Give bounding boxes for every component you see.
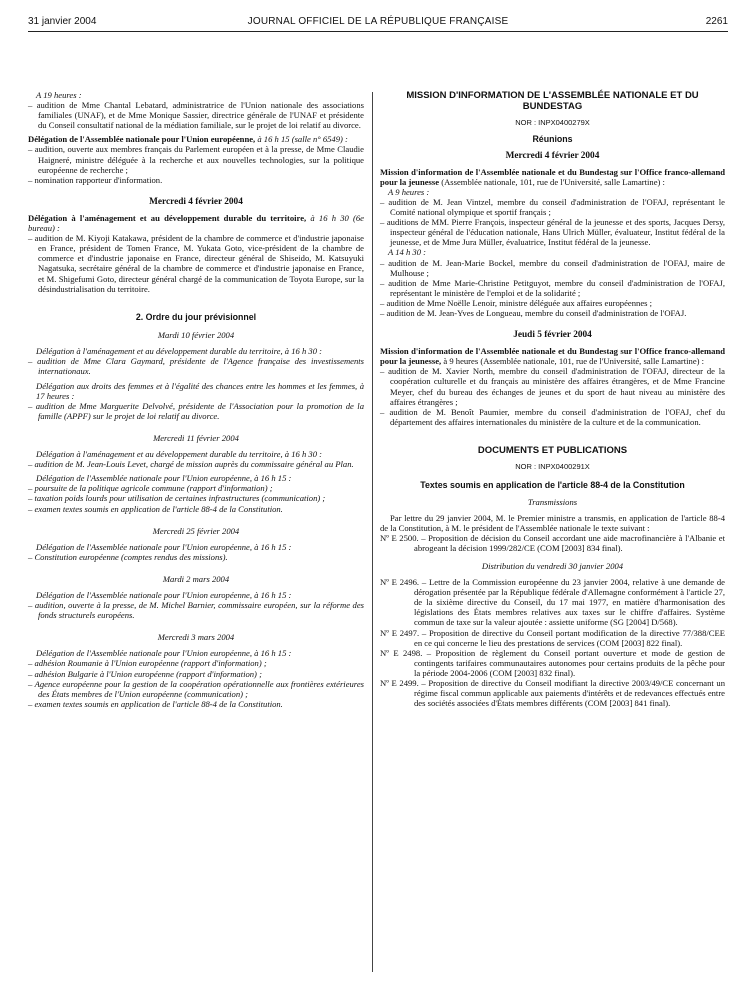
- distribution-heading: Distribution du vendredi 30 janvier 2004: [481, 561, 624, 571]
- delegation-time: à 16 h 15 (salle n° 6549) :: [257, 134, 348, 145]
- mission-location: (Assemblée nationale, 101, rue de l'Université, salle Lamartine) :: [441, 176, 665, 187]
- nor-reference: NOR : INPX0400291X: [515, 461, 590, 471]
- time-label: A 14 h 30 :: [388, 247, 427, 258]
- agenda-item: – auditions de MM. Pierre François, inspecteur général de la jeunesse et des sports, Jacques Dersy, inspecteur général de l'éducation nationale, Hans Ulrich Müller, évaluateur, Institut fédéral de la jeunesse, et de Mme Jura Müller, évaluatrice, Institut fédéral de la jeunesse.: [380, 217, 725, 248]
- documents-title: DOCUMENTS ET PUBLICATIONS: [477, 444, 628, 456]
- delegation-heading: Délégation à l'aménagement et au développement durable du territoire, à 16 h 30 :: [36, 449, 323, 460]
- delegation-heading: Délégation de l'Assemblée nationale pour l'Union européenne, à 16 h 15 :: [36, 648, 292, 659]
- agenda-item: – audition de M. Benoît Paumier, membre du conseil d'administration de l'OFAJ, chef du département des affaires internationales du ministère de la culture et de la communication.: [380, 406, 725, 427]
- agenda-item: – audition de Mme Marie-Christine Petitguyot, membre du conseil d'administration de l'OFAJ, représentant le ministère de l'emploi et de la solidarité ;: [380, 277, 725, 298]
- header-date: 31 janvier 2004: [28, 16, 97, 27]
- agenda-item: – adhésion Roumanie à l'Union européenne (rapport d'information) ;: [28, 658, 267, 669]
- agenda-item: – audition, ouverte aux membres français du Parlement européen et à la presse, de Mme Claudie Haigneré, ministre déléguée à la recherche et aux nouvelles technologies, sur la politique européenne de recherche ;: [28, 144, 364, 175]
- mission-heading: [380, 346, 725, 366]
- agenda-item: – taxation poids lourds pour utilisation de certaines infrastructures (communication) ;: [28, 493, 326, 504]
- agenda-item: – audition de M. Xavier North, membre du conseil d'administration de l'OFAJ, directeur de la coopération culturelle et du français au ministère des affaires étrangères, et de Mme Francine Meyer, chef du bureau des échanges de jeunes et du sport de haut niveau au ministère des affaires étrangères ;: [380, 366, 725, 407]
- nor-reference: NOR : INPX0400279X: [515, 118, 590, 127]
- agenda-item: – audition de Mme Marguerite Delvolvé, présidente de l'Association pour la promotion de la famille (APPF) sur le projet de loi relatif au divorce.: [28, 400, 364, 421]
- delegation-name: Délégation à l'aménagement et au développement durable du territoire,: [28, 212, 307, 223]
- mission-name: Mission d'information de l'Assemblée nationale et du Bundestag sur l'Office franco-allemand pour la jeunesse: [380, 166, 725, 187]
- agenda-item: – audition de Mme Chantal Lebatard, administratrice de l'Union nationale des associations familiales (UNAF), et de Mme Monique Sassier, directrice générale de l'UNAF et présidente du Conseil consultatif national de la médiation familiale, sur le projet de loi relatif au divorce.: [28, 100, 364, 131]
- mission-title: MISSION D'INFORMATION DE L'ASSEMBLÉE NATIONALE ET DU BUNDESTAG: [406, 90, 699, 112]
- time-label: A 19 heures :: [36, 90, 82, 100]
- header-page-number: 2261: [705, 16, 728, 27]
- delegation-heading: [28, 213, 364, 233]
- mission-location: à 9 heures (Assemblée nationale, 101, rue de l'Université, salle Lamartine) :: [443, 356, 705, 367]
- agenda-item: – examen textes soumis en application de l'article 88-4 de la Constitution.: [28, 503, 283, 514]
- document-entry: Nº E 2499. – Proposition de directive du Conseil modifiant la directive 2003/49/CE concernant un régime fiscal commun applicable aux paiements d'intérêts et de redevances effectués entre des sociétés associées d'États membres différents (COM [2003] 841 final).: [380, 678, 725, 709]
- transmissions-heading: Transmissions: [527, 496, 578, 507]
- delegation-heading: Délégation aux droits des femmes et à l'égalité des chances entre les hommes et les femmes, à 17 heures :: [36, 380, 364, 401]
- left-column: [28, 90, 364, 709]
- date-heading: Mardi 2 mars 2004: [162, 573, 230, 584]
- delegation-heading: Délégation de l'Assemblée nationale pour l'Union européenne, à 16 h 15 :: [36, 589, 292, 600]
- document-entry: Nº E 2500. – Proposition de décision du Conseil accordant une aide macrofinancière à l'Albanie et abrogeant la décision 1999/282/CE (COM [2003] 834 final).: [380, 532, 725, 553]
- date-heading: Mercredi 25 février 2004: [152, 525, 240, 536]
- delegation-heading: Délégation à l'aménagement et au développement durable du territoire, à 16 h 30 :: [36, 346, 323, 357]
- mission-name: Mission d'information de l'Assemblée nationale et du Bundestag sur l'Office franco-allemand pour la jeunesse,: [380, 346, 725, 367]
- date-heading: Mercredi 3 mars 2004: [157, 632, 235, 643]
- document-entry: Nº E 2498. – Proposition de règlement du Conseil portant ouverture et mode de gestion de contingents tarifaires communautaires autonomes pour certains produits de la pêche pour la période 2004-2006 (COM [2003] 832 final).: [380, 647, 725, 678]
- agenda-item: – audition, ouverte à la presse, de M. Michel Barnier, commissaire européen, sur la réforme des fonds structurels européens.: [28, 600, 364, 621]
- page-header: [28, 16, 728, 32]
- section-heading: 2. Ordre du jour prévisionnel: [135, 311, 257, 322]
- agenda-item: – Constitution européenne (comptes rendus des missions).: [28, 551, 228, 562]
- agenda-item: – adhésion Bulgarie à l'Union européenne (rapport d'information) ;: [28, 668, 262, 679]
- agenda-item: – audition de M. Jean-Marie Bockel, membre du conseil d'administration de l'OFAJ, maire de Mulhouse ;: [380, 257, 725, 278]
- agenda-item: – audition de Mme Noëlle Lenoir, ministre déléguée aux affaires européennes ;: [380, 297, 653, 308]
- mission-heading: [380, 167, 725, 187]
- subsection-heading: Réunions: [532, 134, 573, 145]
- agenda-item: – Agence européenne pour la gestion de la coopération opérationnelle aux frontières extérieures des États membres de l'Union européenne (communication) ;: [28, 678, 364, 699]
- date-heading: Mardi 10 février 2004: [157, 330, 235, 341]
- document-entry: Nº E 2497. – Proposition de directive du Conseil portant modification de la directive 77/388/CEE en ce qui concerne le lieu des prestations de services (COM [2003] 822 final).: [380, 627, 725, 648]
- document-entry: Nº E 2496. – Lettre de la Commission européenne du 23 janvier 2004, relative à une demande de dérogation présentée par la République fédérale d'Allemagne conformément à l'article 27, de la sixième directive du Conseil, du 17 mai 1977, en matière d'harmonisation des législations des États membres relatives aux taxes sur le chiffre d'affaires. Système commun de taxe sur la valeur ajoutée : assiette uniforme (SG [2004] D/568).: [380, 577, 725, 628]
- agenda-item: – audition de M. Jean-Yves de Longueau, membre du conseil d'administration de l'OFAJ.: [380, 308, 687, 318]
- header-title: JOURNAL OFFICIEL DE LA RÉPUBLIQUE FRANÇAISE: [247, 16, 509, 27]
- right-column: [380, 90, 725, 708]
- agenda-item: – audition de M. Jean Vintzel, membre du conseil d'administration de l'OFAJ, représentant le Comité national olympique et sportif français ;: [380, 196, 725, 218]
- delegation-heading: [28, 134, 364, 144]
- delegation-heading: Délégation de l'Assemblée nationale pour l'Union européenne, à 16 h 15 :: [36, 473, 292, 484]
- delegation-name: Délégation de l'Assemblée nationale pour l'Union européenne,: [28, 134, 256, 145]
- column-divider: [372, 92, 373, 972]
- delegation-heading: Délégation de l'Assemblée nationale pour l'Union européenne, à 16 h 15 :: [36, 541, 292, 552]
- date-heading: Jeudi 5 février 2004: [513, 330, 592, 341]
- intro-paragraph: Par lettre du 29 janvier 2004, M. le Premier ministre a transmis, en application de l'article 88-4 de la Constitution, à M. le président de l'Assemblée nationale le texte suivant :: [380, 512, 725, 533]
- delegation-time: à 16 h 30 (6e bureau) :: [28, 212, 364, 234]
- date-heading: Mercredi 4 février 2004: [505, 150, 600, 161]
- agenda-item: – audition de M. Kiyoji Katakawa, président de la chambre de commerce et d'industrie japonaise en France, président de Tomen France, M. Yukata Goto, vice-président de la chambre de commerce et d'industrie japonaise en France, directeur général de Shiseido, M. Katsuyuki Nagatsuka, secrétaire général de la chambre de commerce et d'industrie japonaise en France, et M. Shigefumi Goto, directeur général chargé de la communication de Toyota Europe, sur la désindustrialisation du territoire.: [28, 233, 364, 294]
- date-heading: Mercredi 11 février 2004: [153, 432, 239, 443]
- agenda-item: – nomination rapporteur d'information.: [28, 174, 163, 185]
- time-label: A 9 heures :: [388, 186, 430, 197]
- date-heading: Mercredi 4 février 2004: [149, 196, 243, 207]
- agenda-item: – audition de M. Jean-Louis Levet, chargé de mission auprès du commissaire général au Plan.: [28, 459, 354, 470]
- subsection-heading: Textes soumis en application de l'article 88-4 de la Constitution: [420, 480, 685, 491]
- agenda-item: – poursuite de la politique agricole commune (rapport d'information) ;: [28, 483, 273, 494]
- agenda-item: – audition de Mme Clara Gaymard, présidente de l'Agence française des investissements internationaux.: [28, 356, 364, 377]
- header-rule: [28, 31, 728, 32]
- agenda-item: – examen textes soumis en application de l'article 88-4 de la Constitution.: [28, 698, 283, 709]
